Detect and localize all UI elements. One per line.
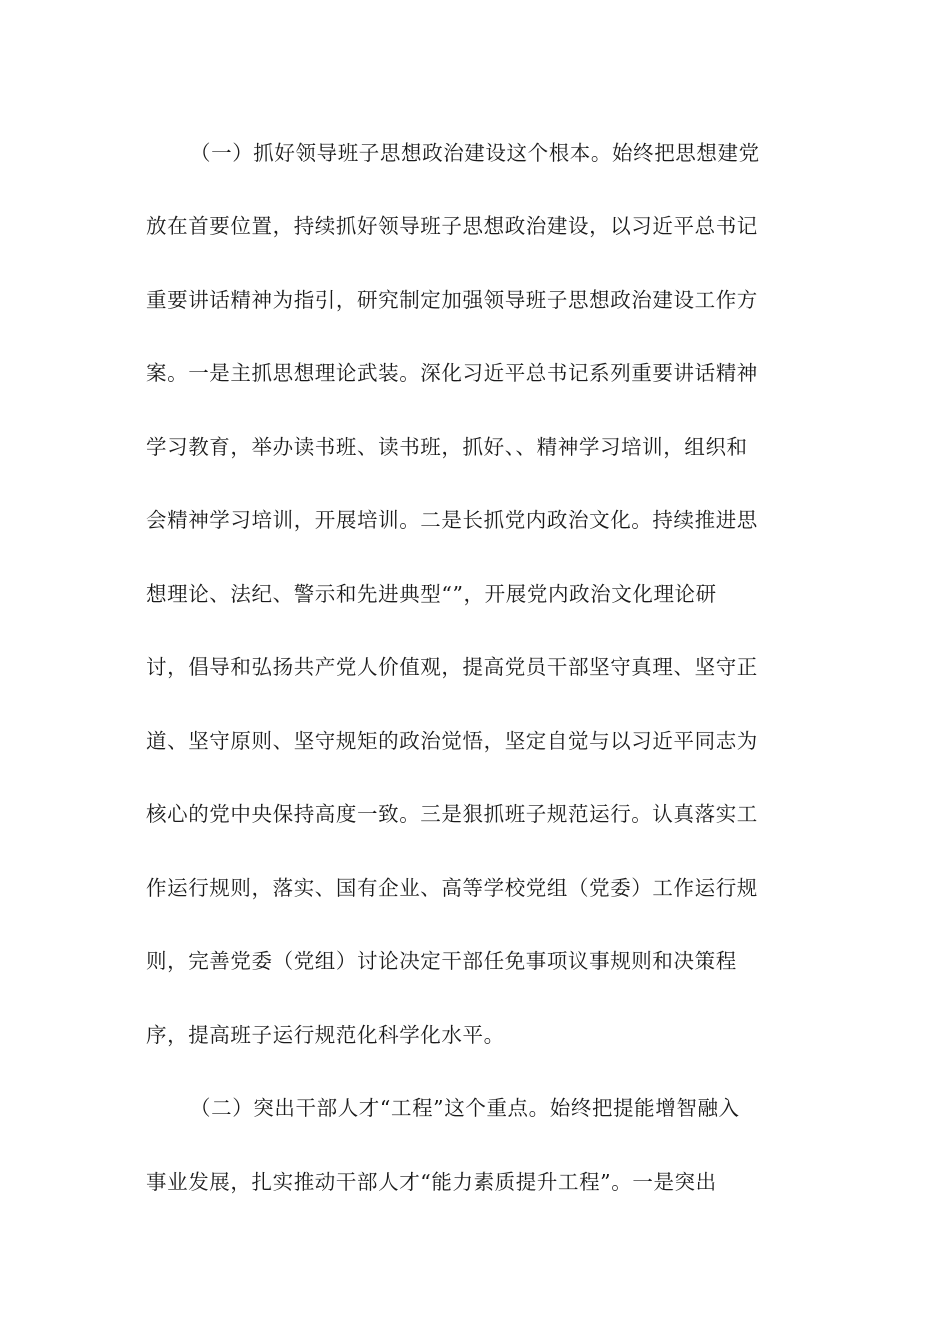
paragraph-1-line-8: 讨，倡导和弘扬共产党人价值观，提高党员干部坚守真理、坚守正 [146,655,758,679]
paragraph-1-line-9: 道、坚守原则、坚守规矩的政治觉悟，坚定自觉与以习近平同志为 [146,729,758,753]
paragraph-1-line-13: 序，提高班子运行规范化科学化水平。 [146,1023,505,1047]
paragraph-1-line-11: 作运行规则，落实、国有企业、高等学校党组（党委）工作运行规 [146,876,758,900]
paragraph-1-line-2: 放在首要位置，持续抓好领导班子思想政治建设，以习近平总书记 [146,214,758,238]
paragraph-1-line-1: （一）抓好领导班子思想政治建设这个根本。始终把思想建党 [190,141,760,165]
paragraph-1-line-3: 重要讲话精神为指引，研究制定加强领导班子思想政治建设工作方 [146,288,758,312]
paragraph-2-line-2: 事业发展，扎实推动干部人才“能力素质提升工程”。一是突出 [146,1170,717,1194]
paragraph-1-line-4: 案。一是主抓思想理论武装。深化习近平总书记系列重要讲话精神 [146,361,758,385]
paragraph-2-line-1: （二）突出干部人才“工程”这个重点。始终把提能增智融入 [190,1096,740,1120]
paragraph-1-line-6: 会精神学习培训，开展培训。二是长抓党内政治文化。持续推进思 [146,508,758,532]
paragraph-1-line-12: 则，完善党委（党组）讨论决定干部任免事项议事规则和决策程 [146,949,737,973]
paragraph-1-line-10: 核心的党中央保持高度一致。三是狠抓班子规范运行。认真落实工 [146,802,758,826]
paragraph-1-line-7: 想理论、法纪、警示和先进典型“”，开展党内政治文化理论研 [146,582,717,606]
paragraph-1-line-5: 学习教育，举办读书班、读书班，抓好、、精神学习培训，组织和 [146,435,748,459]
